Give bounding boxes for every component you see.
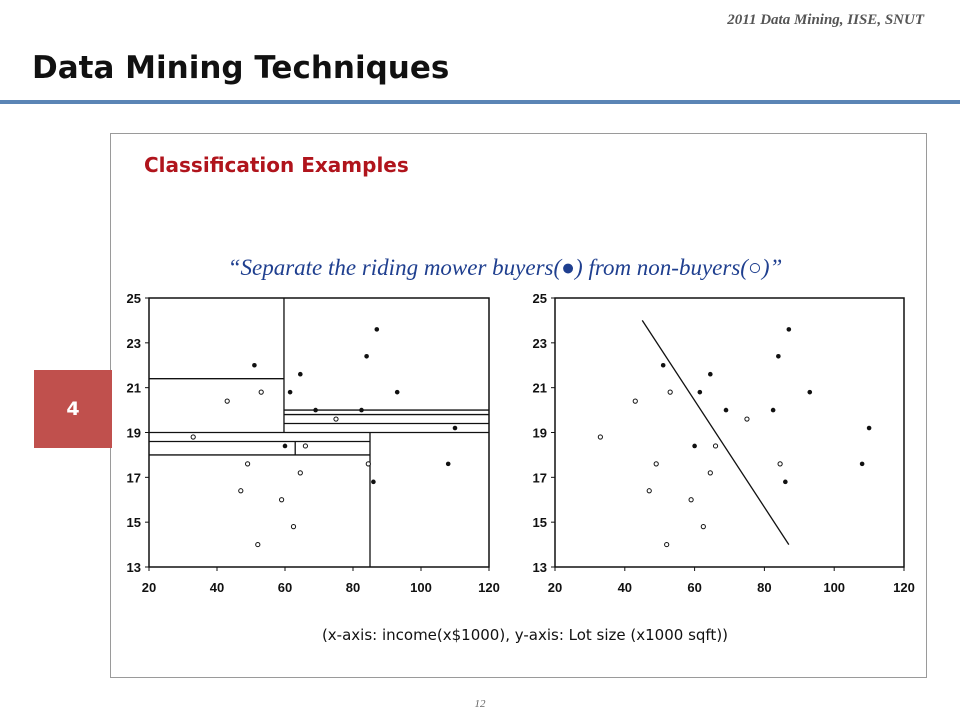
x-tick-label: 120 bbox=[893, 580, 915, 595]
y-tick-label: 13 bbox=[532, 560, 547, 575]
x-tick-label: 100 bbox=[410, 580, 432, 595]
non-buyer-point bbox=[654, 462, 658, 466]
buyer-point bbox=[395, 390, 400, 395]
non-buyer-point bbox=[701, 525, 705, 529]
non-buyer-point bbox=[256, 542, 260, 546]
y-tick-label: 17 bbox=[126, 470, 141, 486]
slide-number: 4 bbox=[66, 398, 80, 420]
y-tick-label: 13 bbox=[126, 560, 141, 575]
buyer-point bbox=[375, 327, 380, 332]
y-tick-label: 25 bbox=[532, 291, 547, 306]
y-tick-label: 21 bbox=[126, 380, 141, 396]
buyer-point bbox=[453, 426, 458, 431]
non-buyer-point bbox=[239, 489, 243, 493]
x-tick-label: 60 bbox=[687, 580, 702, 595]
non-buyer-point bbox=[280, 498, 284, 502]
page-footer-number: 12 bbox=[474, 698, 486, 710]
buyer-point bbox=[787, 327, 792, 332]
title-rule bbox=[0, 100, 960, 104]
quote-text: “Separate the riding mower buyers(●) from non-buyers(○)” bbox=[227, 255, 783, 280]
x-tick-label: 100 bbox=[823, 580, 846, 595]
x-tick-label: 40 bbox=[617, 580, 633, 595]
non-buyer-point bbox=[778, 462, 782, 466]
buyer-point bbox=[313, 408, 318, 413]
slide-number-box bbox=[34, 370, 112, 448]
non-buyer-point bbox=[225, 399, 229, 403]
non-buyer-point bbox=[366, 462, 370, 466]
buyer-point bbox=[288, 390, 293, 395]
x-tick-label: 80 bbox=[757, 580, 772, 595]
buyer-point bbox=[364, 354, 369, 359]
plot-frame bbox=[555, 298, 904, 567]
header-note: 2011 Data Mining, IISE, SNUT bbox=[727, 12, 924, 28]
non-buyer-point bbox=[598, 435, 602, 439]
non-buyer-point bbox=[668, 390, 672, 394]
buyer-point bbox=[776, 354, 781, 359]
non-buyer-point bbox=[303, 444, 307, 448]
non-buyer-point bbox=[745, 417, 749, 421]
non-buyer-point bbox=[713, 444, 717, 448]
y-tick-label: 17 bbox=[532, 470, 547, 486]
x-tick-label: 20 bbox=[141, 580, 157, 595]
non-buyer-point bbox=[259, 390, 263, 394]
y-tick-label: 21 bbox=[532, 380, 547, 396]
y-tick-label: 19 bbox=[126, 425, 141, 441]
x-tick-label: 120 bbox=[478, 580, 500, 595]
buyer-point bbox=[298, 372, 303, 377]
buyer-point bbox=[708, 372, 713, 377]
x-tick-label: 60 bbox=[277, 580, 293, 595]
non-buyer-point bbox=[191, 435, 195, 439]
buyer-point bbox=[661, 363, 666, 368]
section-heading: Classification Examples bbox=[144, 153, 409, 177]
y-tick-label: 15 bbox=[532, 515, 547, 531]
buyer-point bbox=[283, 444, 288, 449]
partition-scatter-chart bbox=[108, 284, 510, 600]
page-title: Data Mining Techniques bbox=[32, 50, 450, 86]
y-tick-label: 19 bbox=[532, 425, 547, 441]
buyer-point bbox=[771, 408, 776, 413]
buyer-point bbox=[783, 480, 788, 485]
y-tick-label: 25 bbox=[126, 291, 141, 306]
buyer-point bbox=[724, 408, 729, 413]
buyer-point bbox=[252, 363, 257, 368]
separator-line bbox=[642, 320, 789, 544]
non-buyer-point bbox=[647, 489, 651, 493]
buyer-point bbox=[698, 390, 703, 395]
y-tick-label: 15 bbox=[126, 515, 141, 531]
non-buyer-point bbox=[246, 462, 250, 466]
non-buyer-point bbox=[633, 399, 637, 403]
non-buyer-point bbox=[334, 417, 338, 421]
x-tick-label: 20 bbox=[547, 580, 563, 595]
x-tick-label: 40 bbox=[209, 580, 225, 595]
buyer-point bbox=[867, 426, 872, 431]
y-tick-label: 23 bbox=[532, 335, 547, 351]
buyer-point bbox=[446, 462, 451, 467]
x-tick-label: 80 bbox=[345, 580, 361, 595]
non-buyer-point bbox=[708, 471, 712, 475]
non-buyer-point bbox=[298, 471, 302, 475]
non-buyer-point bbox=[291, 525, 295, 529]
y-tick-label: 23 bbox=[126, 335, 141, 351]
axis-caption: (x-axis: income(x$1000), y-axis: Lot size (x1000 sqft)) bbox=[321, 626, 729, 644]
linear-separator-scatter-chart bbox=[512, 284, 922, 600]
buyer-point bbox=[692, 444, 697, 449]
non-buyer-point bbox=[689, 498, 693, 502]
buyer-point bbox=[807, 390, 812, 395]
buyer-point bbox=[359, 408, 364, 413]
buyer-point bbox=[860, 462, 865, 467]
non-buyer-point bbox=[665, 542, 669, 546]
buyer-point bbox=[371, 480, 376, 485]
